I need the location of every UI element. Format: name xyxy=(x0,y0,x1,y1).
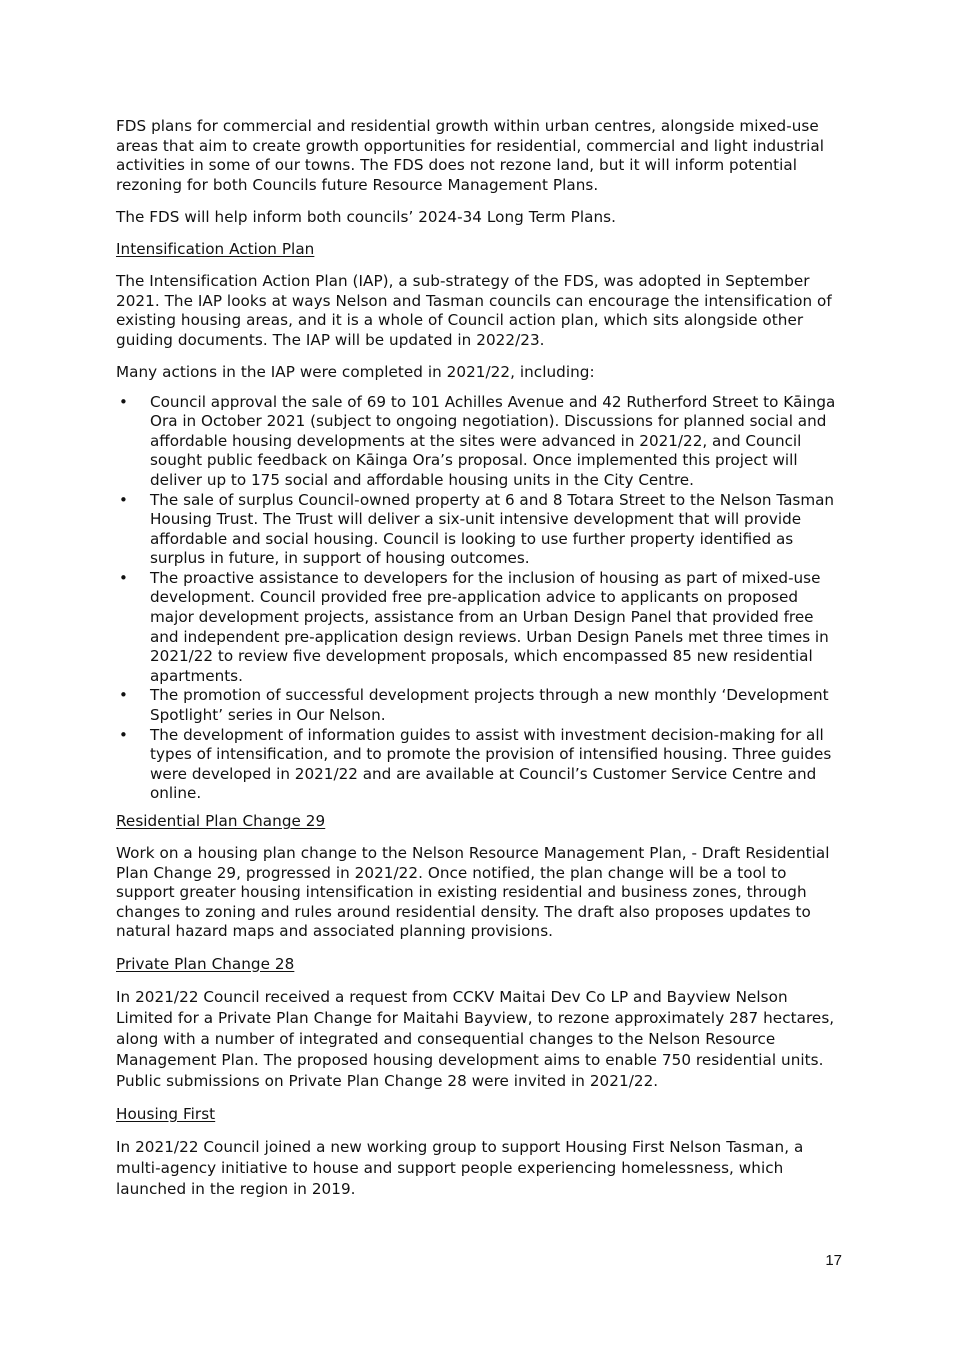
page-number: 17 xyxy=(825,1252,842,1269)
heading-intensification-action-plan: Intensification Action Plan xyxy=(116,239,315,258)
page-content xyxy=(116,117,846,1200)
heading-housing-first: Housing First xyxy=(116,1104,216,1123)
iap-paragraph-actions-intro: Many actions in the IAP were completed in 2021/22, including: xyxy=(116,362,595,381)
list-item xyxy=(116,686,846,725)
list-item-text: Council approval the sale of 69 to 101 Achilles Avenue and 42 Rutherford Street to Kāinga Ora in October 2021 (subject to ongoing negotiation). Discussions for planned social and affordable housing developments at the sites were advanced in 2021/22, and Council sought public feedback on Kāinga Ora’s proposal. Once implemented this project will deliver up to 175 social and affordable housing units in the City Centre. xyxy=(150,392,836,489)
intro-paragraph-fds: FDS plans for commercial and residential growth within urban centres, alongside mixed-use areas that aim to create growth opportunities for residential, commercial and light industrial activities in some of our towns. The FDS does not rezone land, but it will inform potential rezoning for both Councils future Resource Management Plans. xyxy=(116,117,825,194)
bullet-icon: • xyxy=(119,725,128,744)
pc28-paragraph: In 2021/22 Council received a request from CCKV Maitai Dev Co LP and Bayview Nelson Limited for a Private Plan Change for Maitahi Bayview, to rezone approximately 287 hectares, along with a number of integrated and consequential changes to the Nelson Resource Management Plan. The proposed housing development aims to enable 750 residential units. Public submissions on Private Plan Change 28 were invited in 2021/22. xyxy=(116,987,835,1090)
list-item-text: The proactive assistance to developers for the inclusion of housing as part of mixed-use development. Council provided free pre-application advice to applicants on proposed major development projects, assistance from an Urban Design Panel that provided free and independent pre-application design reviews. Urban Design Panels met three times in 2021/22 to review five development proposals, which encompassed 85 new residential apartments. xyxy=(150,568,829,685)
bullet-icon: • xyxy=(119,490,128,509)
pc28-section xyxy=(116,987,846,1092)
list-item-text: The sale of surplus Council-owned property at 6 and 8 Totara Street to the Nelson Tasman Housing Trust. The Trust will deliver a six-unit intensive development that will provide affordable and social housing. Council is looking to use further property identified as surplus in future, in support of housing outcomes. xyxy=(150,490,835,568)
iap-actions-list xyxy=(116,393,846,804)
heading-residential-plan-change-29: Residential Plan Change 29 xyxy=(116,812,326,830)
heading-private-plan-change-28: Private Plan Change 28 xyxy=(116,954,295,973)
list-item xyxy=(116,393,846,491)
bullet-icon: • xyxy=(119,568,128,587)
list-item-text: The promotion of successful development projects through a new monthly ‘Development Spotlight’ series in Our Nelson. xyxy=(150,686,829,725)
bullet-icon: • xyxy=(119,686,128,705)
list-item xyxy=(116,569,846,687)
list-item xyxy=(116,491,846,569)
intro-paragraph-ltp: The FDS will help inform both councils’ 2024-34 Long Term Plans. xyxy=(116,207,616,226)
housing-first-paragraph: In 2021/22 Council joined a new working group to support Housing First Nelson Tasman, a multi-agency initiative to house and support people experiencing homelessness, which launched in the region in 2019. xyxy=(116,1138,804,1199)
bullet-icon: • xyxy=(119,392,128,411)
iap-paragraph-overview: The Intensification Action Plan (IAP), a sub-strategy of the FDS, was adopted in September 2021. The IAP looks at ways Nelson and Tasman councils can encourage the intensification of existing housing areas, and it is a whole of Council action plan, which sits alongside other guiding documents. The IAP will be updated in 2022/23. xyxy=(116,272,832,349)
housing-first-section xyxy=(116,1137,846,1200)
list-item-text: The development of information guides to assist with investment decision-making for all types of intensification, and to promote the provision of intensified housing. Three guides were developed in 2021/22 and are available at Council’s Customer Service Centre and online. xyxy=(150,725,832,803)
pc29-paragraph: Work on a housing plan change to the Nelson Resource Management Plan, - Draft Residential Plan Change 29, progressed in 2021/22. Once notified, the plan change will be a tool to support greater housing intensification in existing residential and business zones, through changes to zoning and rules around residential density. The draft also proposes updates to natural hazard maps and associated planning provisions. xyxy=(116,844,830,941)
list-item xyxy=(116,726,846,804)
